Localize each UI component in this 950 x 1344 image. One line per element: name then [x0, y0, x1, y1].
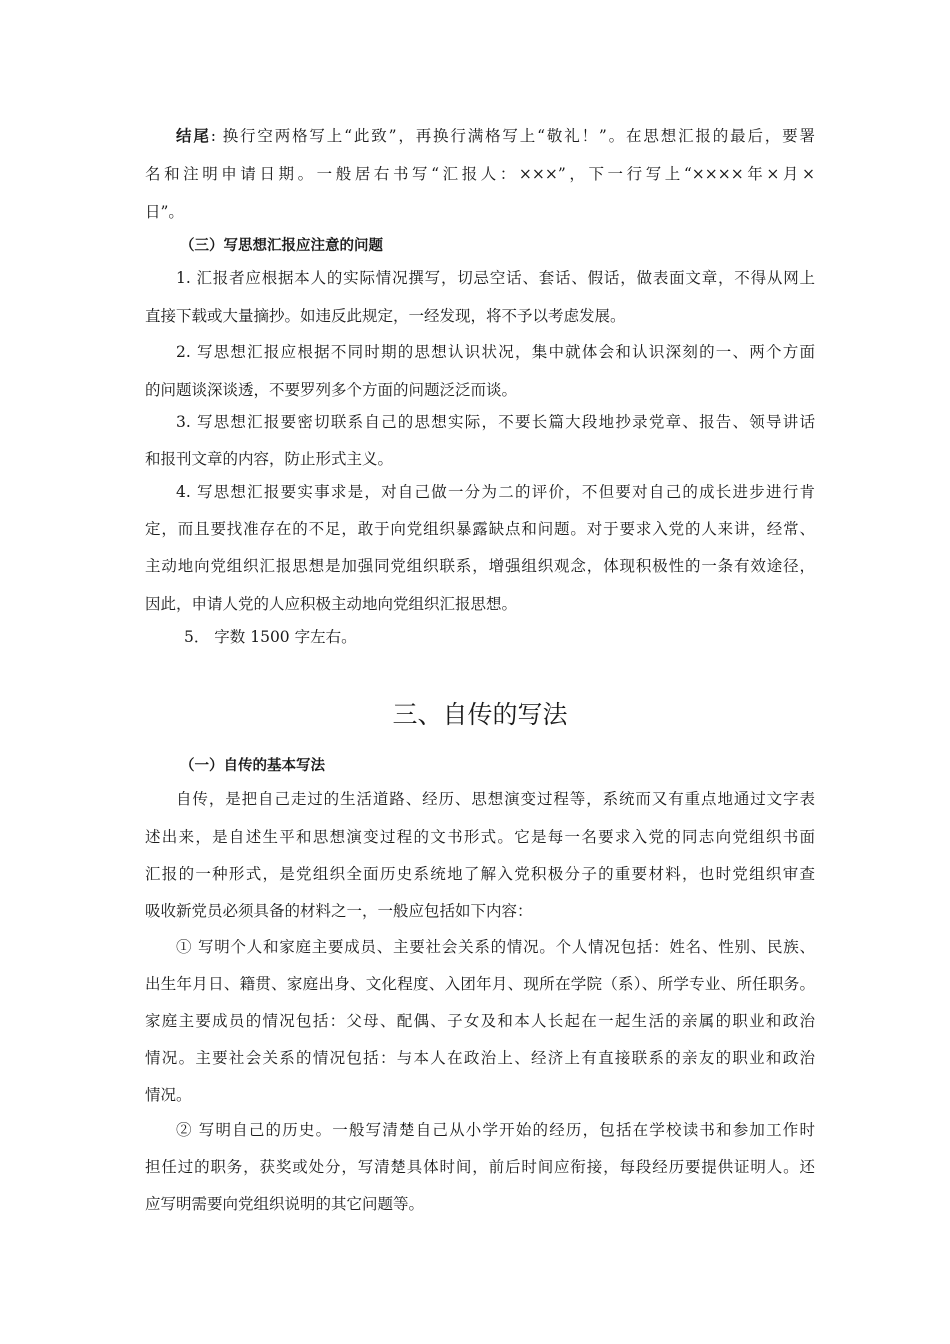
- ending-line-1: [176, 126, 815, 146]
- item-2-line-1: 2. 写思想汇报应根据不同时期的思想认识状况，集中就体会和认识深刻的一、两个方面: [176, 343, 815, 361]
- point-1-line-3: 家庭主要成员的情况包括：父母、配偶、子女及和本人长起在一起生活的亲属的职业和政治: [145, 1012, 815, 1030]
- item-4-line-4: 因此，申请人党的人应积极主动地向党组织汇报思想。: [145, 595, 518, 613]
- point-1-line-5: 情况。: [145, 1086, 192, 1104]
- intro-line-2: 述出来，是自述生平和思想演变过程的文书形式。它是每一名要求入党的同志向党组织书面: [145, 828, 815, 846]
- section-subtitle: （三）写思想汇报应注意的问题: [180, 238, 383, 254]
- point-1-line-2: 出生年月日、籍贯、家庭出身、文化程度、入团年月、现所在学院（系）、所学专业、所任职务。: [145, 975, 815, 993]
- ending-text-1: : 换行空两格写上“此致”，再换行满格写上“敬礼！”。在思想汇报的最后，要署: [210, 127, 815, 145]
- chapter-heading: 三、自传的写法: [392, 700, 568, 729]
- item-1-line-2: 直接下载或大量摘抄。如违反此规定，一经发现，将不予以考虑发展。: [145, 307, 626, 325]
- point-2-line-2: 担任过的职务，获奖或处分，写清楚具体时间，前后时间应衔接，每段经历要提供证明人。还: [145, 1158, 815, 1176]
- point-2-line-3: 应写明需要向党组织说明的其它问题等。: [145, 1195, 425, 1213]
- item-4-line-3: 主动地向党组织汇报思想是加强同党组织联系，增强组织观念，体现积极性的一条有效途径，: [145, 557, 815, 575]
- item-2-line-2: 的问题谈深谈透，不要罗列多个方面的问题泛泛而谈。: [145, 381, 518, 399]
- point-1-line-1: ① 写明个人和家庭主要成员、主要社会关系的情况。个人情况包括：姓名、性别、民族、: [176, 938, 815, 956]
- item-3-line-2: 和报刊文章的内容，防止形式主义。: [145, 450, 394, 468]
- item-5: 5． 字数 1500 字左右。: [184, 628, 357, 646]
- intro-line-3: 汇报的一种形式，是党组织全面历史系统地了解入党积极分子的重要材料，也时党组织审查: [145, 865, 815, 883]
- ending-line-3: 日”。: [145, 203, 184, 221]
- intro-line-4: 吸收新党员必须具备的材料之一，一般应包括如下内容：: [145, 902, 533, 920]
- autobiography-subtitle: （一）自传的基本写法: [180, 758, 325, 774]
- item-4-line-2: 定，而且要找准存在的不足，敢于向党组织暴露缺点和问题。对于要求入党的人来讲，经常、: [145, 520, 815, 538]
- intro-line-1: 自传，是把自己走过的生活道路、经历、思想演变过程等，系统而又有重点地通过文字表: [176, 790, 815, 808]
- ending-line-2: 名和注明申请日期。一般居右书写“汇报人：×××”，下一行写上“××××年×月×: [145, 165, 815, 183]
- item-4-line-1: 4. 写思想汇报要实事求是，对自己做一分为二的评价，不但要对自己的成长进步进行肯: [176, 483, 815, 501]
- point-1-line-4: 情况。主要社会关系的情况包括：与本人在政治上、经济上有直接联系的亲友的职业和政治: [145, 1049, 815, 1067]
- point-2-line-1: ② 写明自己的历史。一般写清楚自己从小学开始的经历，包括在学校读书和参加工作时: [176, 1121, 815, 1139]
- ending-label: 结尾: [176, 127, 211, 145]
- item-3-line-1: 3. 写思想汇报要密切联系自己的思想实际，不要长篇大段地抄录党章、报告、领导讲话: [176, 413, 815, 431]
- item-1-line-1: 1. 汇报者应根据本人的实际情况撰写，切忌空话、套话、假话，做表面文章，不得从网上: [176, 269, 815, 287]
